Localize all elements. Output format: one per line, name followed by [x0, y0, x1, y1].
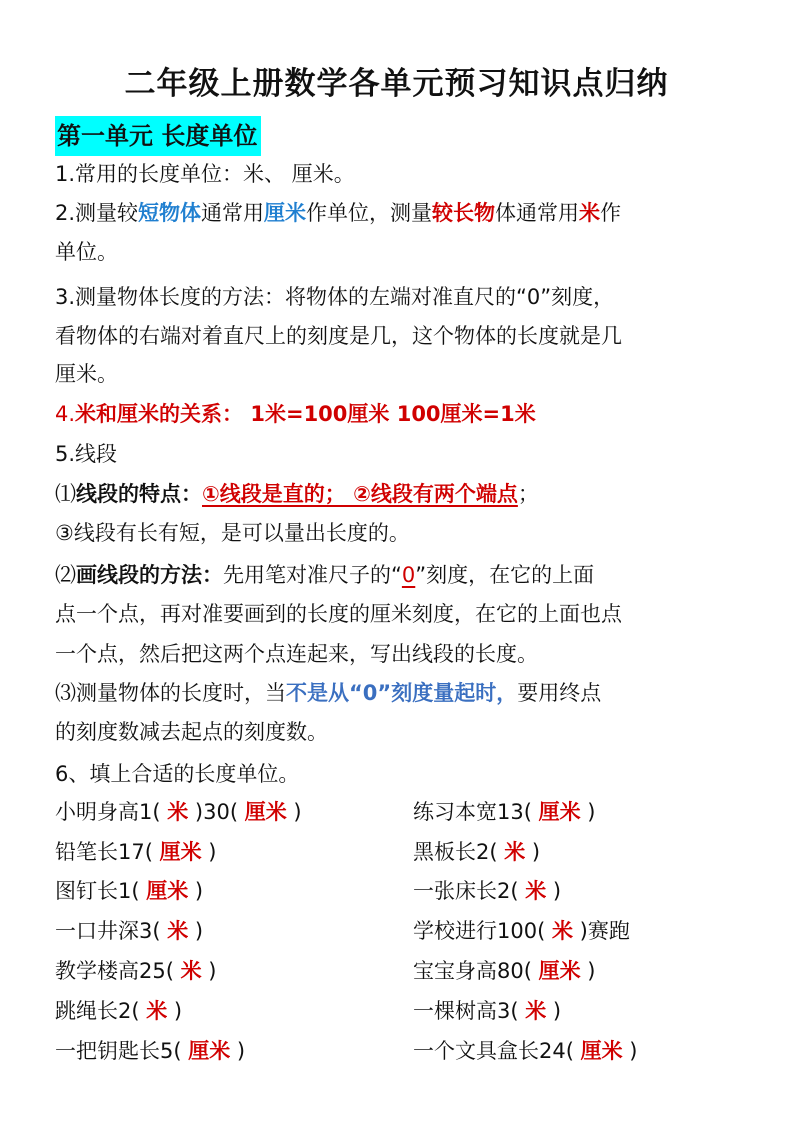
exercise-question: 跳绳长2( — [55, 999, 147, 1023]
segment-features: ①线段是直的； ②线段有两个端点 — [202, 482, 518, 506]
point-4-number: 4. — [55, 402, 76, 426]
exercise-question: ) — [286, 800, 302, 824]
exercise-question: 一把钥匙长5( — [55, 1039, 189, 1063]
highlight-long-object: 较长物 — [432, 201, 496, 225]
exercise-question: 一口井深3( — [55, 919, 168, 943]
point-5-3-text: ⑶测量物体的长度时，当 — [55, 681, 286, 705]
exercise-question: ) — [230, 1039, 246, 1063]
exercise-question: 一棵树高3( — [413, 999, 526, 1023]
point-5-1-end: ； — [517, 482, 539, 506]
exercise-question: ) — [546, 879, 562, 903]
point-5-2-text: 先用笔对准尺子的“ — [223, 563, 402, 587]
exercise-question: ) — [201, 959, 217, 983]
exercise-question: 铅笔长17( — [55, 840, 160, 864]
point-5-3 — [55, 679, 601, 707]
point-4 — [55, 400, 536, 428]
zero-mark: 0 — [401, 563, 416, 587]
point-2-text: 2.测量较 — [55, 201, 139, 225]
point-5-2-line-3: 一个点，然后把这两个点连起来，写出线段的长度。 — [55, 642, 538, 666]
point-1: 1.常用的长度单位：米、 厘米。 — [55, 162, 355, 186]
point-2-text: 作单位，测量 — [306, 201, 433, 225]
point-3-line-1: 3.测量物体长度的方法：将物体的左端对准直尺的“0”刻度， — [55, 285, 615, 309]
exercise-question: )30( — [188, 800, 245, 824]
exercise-question: 宝宝身高80( — [413, 959, 539, 983]
point-5-2-number: ⑵ — [55, 563, 76, 587]
exercise-question: 学校进行100( — [413, 919, 552, 943]
exercise-left-1 — [55, 798, 302, 826]
point-5-3-text: 要用终点 — [517, 681, 602, 705]
page-title: 二年级上册数学各单元预习知识点归纳 — [124, 66, 669, 102]
exercise-right-3 — [413, 877, 561, 905]
highlight-short-object: 短物体 — [138, 201, 202, 225]
exercise-right-2 — [413, 838, 540, 866]
point-2-text: 体通常用 — [495, 201, 580, 225]
exercise-right-6 — [413, 997, 561, 1025]
highlight-meter: 米 — [579, 201, 601, 225]
exercise-right-5 — [413, 957, 595, 985]
highlight-centimeter: 厘米 — [264, 201, 307, 225]
exercise-answer: 米 — [180, 959, 202, 983]
exercise-left-5 — [55, 957, 216, 985]
exercise-answer: 厘米 — [244, 800, 287, 824]
point-2-text: 通常用 — [201, 201, 265, 225]
exercise-answer: 厘米 — [159, 840, 202, 864]
point-3-line-3: 厘米。 — [55, 362, 118, 386]
point-5-2-text: ”刻度，在它的上面 — [415, 563, 595, 587]
point-5-1-line-2: ③线段有长有短，是可以量出长度的。 — [55, 521, 410, 545]
exercise-left-6 — [55, 997, 182, 1025]
exercise-question: ) — [622, 1039, 638, 1063]
exercise-answer: 米 — [167, 800, 189, 824]
exercise-question: 练习本宽13( — [413, 800, 539, 824]
point-5-2-line-2: 点一个点，再对准要画到的长度的厘米刻度，在它的上面也点 — [55, 602, 622, 626]
exercise-answer: 米 — [504, 840, 526, 864]
point-5-3-line-2: 的刻度数减去起点的刻度数。 — [55, 720, 328, 744]
exercise-right-4 — [413, 917, 630, 945]
exercise-left-2 — [55, 838, 216, 866]
exercise-right-1 — [413, 798, 595, 826]
exercise-question: 图钉长1( — [55, 879, 147, 903]
point-5-1 — [55, 480, 539, 508]
exercise-question: ) — [188, 879, 204, 903]
not-from-zero-highlight: 不是从“0”刻度量起时， — [286, 681, 518, 705]
point-6: 6、填上合适的长度单位。 — [55, 762, 300, 786]
point-2 — [55, 199, 621, 227]
exercise-answer: 厘米 — [580, 1039, 623, 1063]
exercise-answer: 米 — [167, 919, 189, 943]
exercise-left-3 — [55, 877, 203, 905]
exercise-right-7 — [413, 1037, 637, 1065]
exercise-answer: 厘米 — [188, 1039, 231, 1063]
point-3-line-2: 看物体的右端对着直尺上的刻度是几，这个物体的长度就是几 — [55, 324, 622, 348]
exercise-answer: 米 — [146, 999, 168, 1023]
exercise-question: 小明身高1( — [55, 800, 168, 824]
unit-heading: 第一单元 长度单位 — [55, 116, 261, 156]
point-2-line-2: 单位。 — [55, 240, 118, 264]
exercise-question: 教学楼高25( — [55, 959, 181, 983]
exercise-question: ) — [188, 919, 204, 943]
point-5-2 — [55, 561, 594, 589]
exercise-question: ) — [525, 840, 541, 864]
point-5-1-number: ⑴ — [55, 482, 76, 506]
exercise-question: ) — [580, 959, 596, 983]
exercise-answer: 米 — [525, 879, 547, 903]
segment-features-label: 线段的特点： — [76, 482, 202, 506]
draw-segment-label: 画线段的方法： — [76, 563, 223, 587]
point-2-text: 作 — [600, 201, 622, 225]
exercise-question: )赛跑 — [572, 919, 630, 943]
exercise-left-4 — [55, 917, 203, 945]
exercise-question: ) — [201, 840, 217, 864]
exercise-question: ) — [167, 999, 183, 1023]
exercise-answer: 米 — [551, 919, 573, 943]
exercise-answer: 厘米 — [538, 959, 581, 983]
exercise-question: ) — [546, 999, 562, 1023]
exercise-answer: 厘米 — [538, 800, 581, 824]
exercise-question: ) — [580, 800, 596, 824]
point-5: 5.线段 — [55, 442, 118, 466]
exercise-question: 黑板长2( — [413, 840, 505, 864]
exercise-left-7 — [55, 1037, 245, 1065]
exercise-answer: 厘米 — [146, 879, 189, 903]
meter-centimeter-relation: 米和厘米的关系： 1米=100厘米 100厘米=1米 — [75, 402, 536, 426]
exercise-answer: 米 — [525, 999, 547, 1023]
exercise-question: 一个文具盒长24( — [413, 1039, 581, 1063]
exercise-question: 一张床长2( — [413, 879, 526, 903]
